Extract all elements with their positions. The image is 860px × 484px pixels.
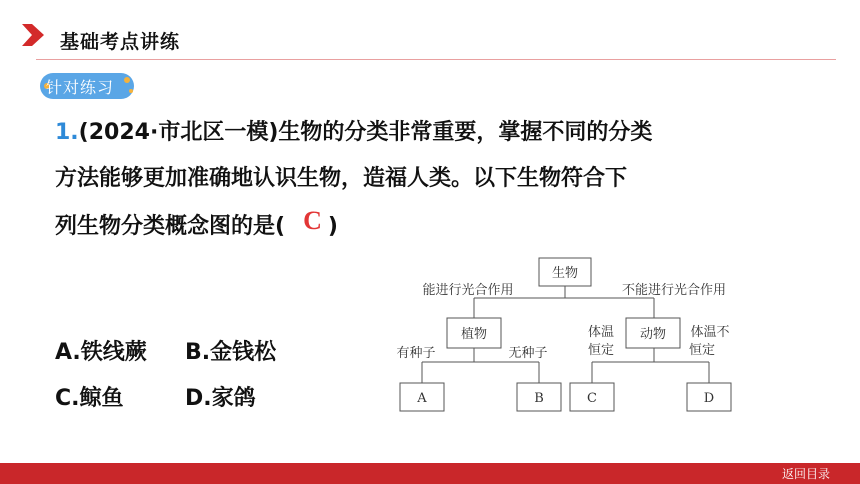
header-divider — [36, 59, 836, 60]
options-row-2 — [55, 376, 276, 422]
question-line-1: 1.(2024·市北区一模)生物的分类非常重要，掌握不同的分类 — [55, 120, 653, 145]
edge-var-temp-2: 恒定 — [688, 343, 716, 358]
classification-diagram — [384, 250, 764, 420]
edge-var-temp-1: 体温不 — [690, 325, 730, 340]
node-animal: 动物 — [639, 327, 667, 342]
exercise-tag-label: 针对练习 — [46, 78, 115, 97]
option-d: D.家鸽 — [185, 386, 256, 411]
answer-options — [55, 330, 276, 422]
question-text — [55, 110, 825, 248]
edge-has-seed: 有种子 — [396, 346, 436, 361]
options-row-1 — [55, 330, 276, 376]
leaf-b: B — [534, 391, 544, 406]
footer-bar — [0, 463, 860, 484]
leaf-c: C — [587, 391, 597, 406]
node-root: 生物 — [551, 266, 579, 281]
edge-const-temp-2: 恒定 — [587, 343, 615, 358]
section-title: 基础考点讲练 — [60, 31, 181, 53]
edge-no-photosynthesis: 不能进行光合作用 — [621, 283, 727, 298]
edge-photosynthesis: 能进行光合作用 — [422, 283, 514, 298]
play-arrow-icon — [22, 24, 48, 46]
option-a: A.铁线蕨 — [55, 340, 147, 365]
answer-mark: C — [303, 206, 322, 235]
option-c: C.鲸鱼 — [55, 386, 124, 411]
question-line-3: 列生物分类概念图的是( C ) — [55, 202, 825, 248]
leaf-a: A — [417, 391, 427, 406]
option-b: B.金钱松 — [185, 340, 277, 365]
node-plant: 植物 — [460, 327, 488, 342]
edge-no-seed: 无种子 — [508, 346, 548, 361]
question-line-2: 方法能够更加准确地认识生物，造福人类。以下生物符合下 — [55, 166, 628, 191]
edge-const-temp-1: 体温 — [587, 325, 615, 340]
back-to-contents-button[interactable]: 返回目录 — [781, 467, 830, 481]
question-number: 1. — [55, 120, 79, 145]
leaf-d: D — [703, 391, 715, 406]
